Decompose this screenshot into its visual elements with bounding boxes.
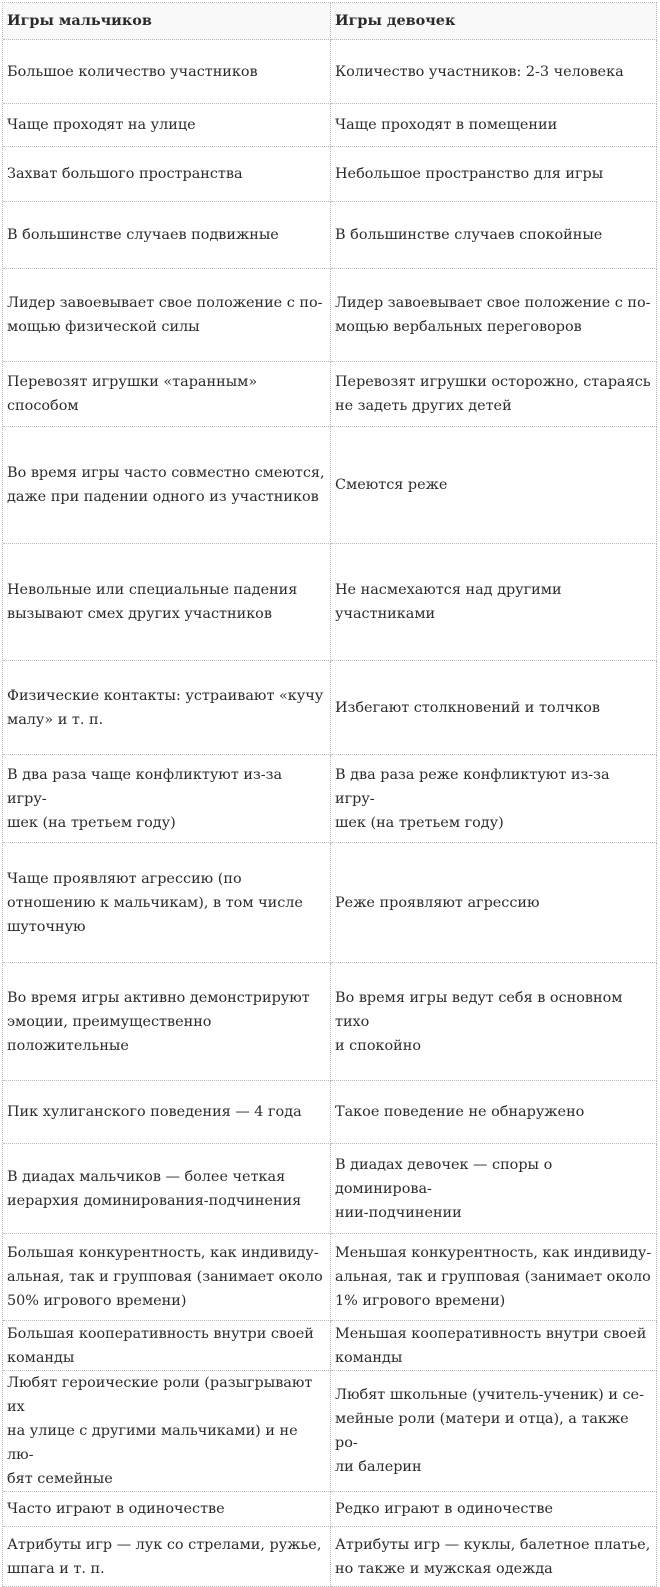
cell-boys: Большая кооперативность внутри своей команды <box>3 1321 331 1371</box>
cell-boys: Лидер завоевывает свое положение с по- мощью физической силы <box>3 269 331 362</box>
cell-girls: Атрибуты игр — куклы, балетное платье, но также и мужская одежда <box>331 1527 657 1587</box>
table-row <box>3 755 657 843</box>
cell-boys: Во время игры активно демонстрируют эмоции, преимущественно положительные <box>3 963 331 1081</box>
table-row <box>3 544 657 661</box>
table-row <box>3 427 657 544</box>
cell-boys: Атрибуты игр — лук со стрелами, ружье, шпага и т. п. <box>3 1527 331 1587</box>
table-row <box>3 1492 657 1527</box>
cell-girls: Количество участников: 2-3 человека <box>331 40 657 104</box>
table-row <box>3 1321 657 1371</box>
cell-boys: Часто играют в одиночестве <box>3 1492 331 1527</box>
cell-girls: Избегают столкновений и толчков <box>331 661 657 755</box>
cell-boys: Перевозят игрушки «таранным» способом <box>3 362 331 427</box>
cell-boys: Большое количество участников <box>3 40 331 104</box>
cell-girls: В диадах девочек — споры о доминирова- нии-подчинении <box>331 1144 657 1234</box>
cell-boys: Чаще проявляют агрессию (по отношению к мальчикам), в том числе шуточную <box>3 843 331 963</box>
cell-boys: Невольные или специальные падения вызывают смех других участников <box>3 544 331 661</box>
cell-girls: Редко играют в одиночестве <box>331 1492 657 1527</box>
cell-boys: Захват большого пространства <box>3 147 331 202</box>
table-row <box>3 1527 657 1587</box>
cell-girls: В два раза реже конфликтуют из-за игру- шек (на третьем году) <box>331 755 657 843</box>
cell-boys: Большая конкурентность, как индивиду- альная, так и групповая (занимает около 50% игрового времени) <box>3 1234 331 1321</box>
header-boys-games: Игры мальчиков <box>3 3 331 40</box>
cell-girls: Такое поведение не обнаружено <box>331 1081 657 1144</box>
table-row <box>3 362 657 427</box>
cell-boys: Чаще проходят на улице <box>3 104 331 147</box>
cell-girls: Любят школьные (учитель-ученик) и се- мейные роли (матери и отца), а также ро- ли балерин <box>331 1371 657 1492</box>
table-row <box>3 843 657 963</box>
table-row <box>3 40 657 104</box>
cell-boys: Пик хулиганского поведения — 4 года <box>3 1081 331 1144</box>
cell-girls: Во время игры ведут себя в основном тихо и спокойно <box>331 963 657 1081</box>
cell-boys: Физические контакты: устраивают «кучу малу» и т. п. <box>3 661 331 755</box>
table-row <box>3 1371 657 1492</box>
table-row <box>3 1081 657 1144</box>
cell-boys: В большинстве случаев подвижные <box>3 202 331 269</box>
cell-girls: Лидер завоевывает свое положение с по- мощью вербальных переговоров <box>331 269 657 362</box>
table-row <box>3 963 657 1081</box>
table-row <box>3 661 657 755</box>
cell-boys: В два раза чаще конфликтуют из-за игру- шек (на третьем году) <box>3 755 331 843</box>
cell-girls: Не насмехаются над другими участниками <box>331 544 657 661</box>
cell-boys: Любят героические роли (разыгрывают их на улице с другими мальчиками) и не лю- бят семейные <box>3 1371 331 1492</box>
cell-girls: Меньшая конкурентность, как индивиду- альная, так и групповая (занимает около 1% игрового времени) <box>331 1234 657 1321</box>
cell-girls: Меньшая кооперативность внутри своей команды <box>331 1321 657 1371</box>
header-girls-games: Игры девочек <box>331 3 657 40</box>
cell-girls: Чаще проходят в помещении <box>331 104 657 147</box>
cell-girls: Перевозят игрушки осторожно, стараясь не задеть других детей <box>331 362 657 427</box>
table-row <box>3 104 657 147</box>
table-header-row <box>3 3 657 40</box>
cell-boys: Во время игры часто совместно смеются, даже при падении одного из участников <box>3 427 331 544</box>
cell-girls: Небольшое пространство для игры <box>331 147 657 202</box>
cell-boys: В диадах мальчиков — более четкая иерархия доминирования-подчинения <box>3 1144 331 1234</box>
table-row <box>3 1234 657 1321</box>
table-row <box>3 202 657 269</box>
comparison-table <box>2 2 657 1587</box>
cell-girls: В большинстве случаев спокойные <box>331 202 657 269</box>
table-row <box>3 269 657 362</box>
table-row <box>3 147 657 202</box>
table-row <box>3 1144 657 1234</box>
cell-girls: Реже проявляют агрессию <box>331 843 657 963</box>
cell-girls: Смеются реже <box>331 427 657 544</box>
